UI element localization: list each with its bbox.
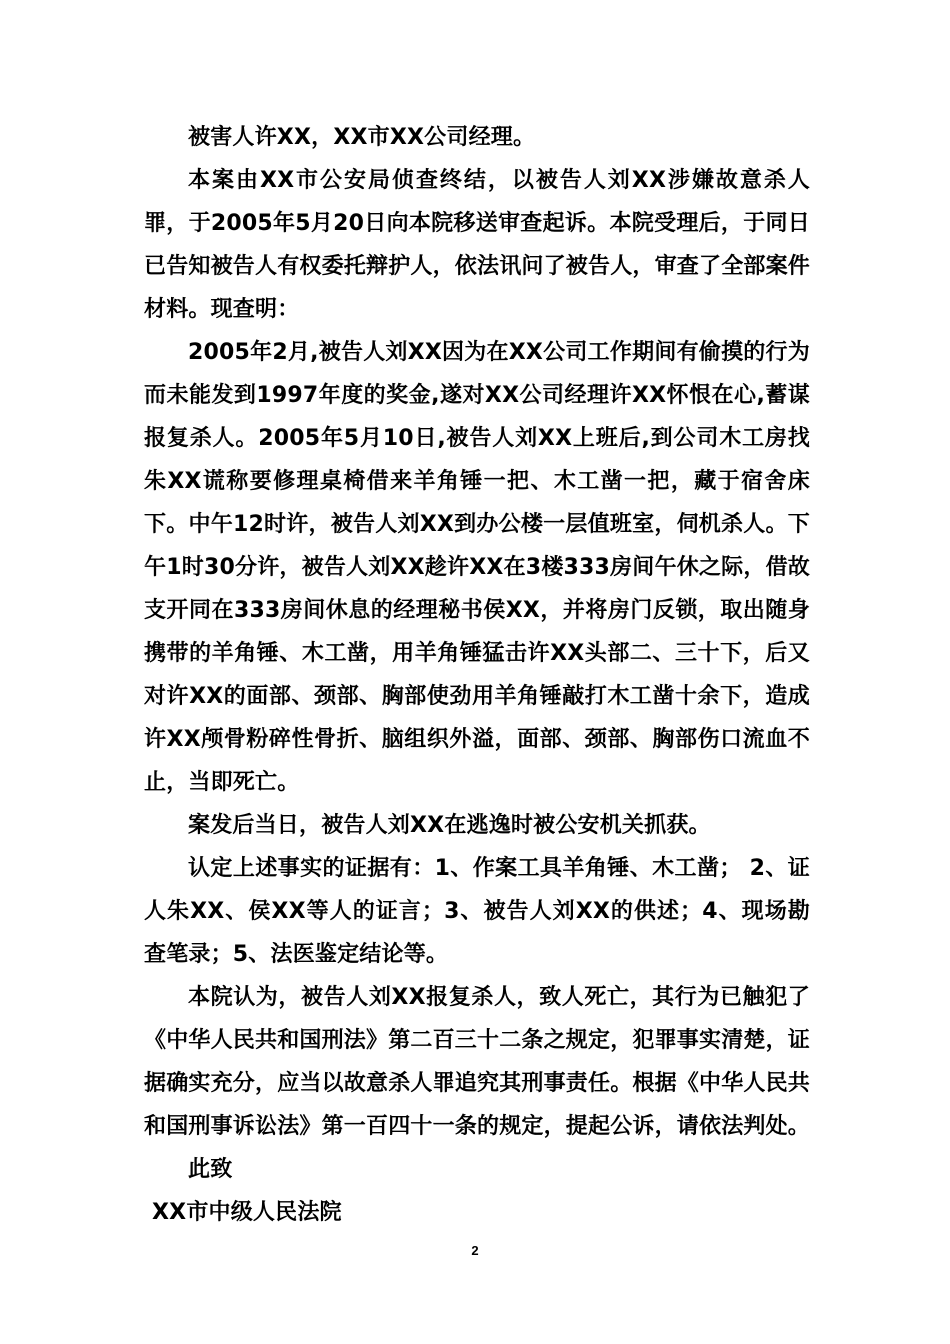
victim-paragraph: 被害人许XX，XX市XX公司经理。: [188, 125, 536, 150]
evidence-paragraph: 认定上述事实的证据有：1、作案工具羊角锤、木工凿； 2、证人朱XX、侯XX等人的证言；3、被告人刘XX的供述；4、现场勘查笔录；5、法医鉴定结论等。: [144, 856, 810, 967]
addressee: XX市中级人民法院: [152, 1200, 342, 1225]
arrest-paragraph: 案发后当日，被告人刘XX在逃逸时被公安机关抓获。: [188, 813, 711, 838]
document-body: [144, 116, 810, 1234]
page-number: 2: [471, 1243, 479, 1258]
conclusion-paragraph: 本院认为，被告人刘XX报复杀人，致人死亡，其行为已触犯了《中华人民共和国刑法》第二百三十二条之规定，犯罪事实清楚，证据确实充分，应当以故意杀人罪追究其刑事责任。根据《中华人民共和国刑事诉讼法》第一百四十一条的规定，提起公诉，请依法判处。: [144, 985, 811, 1139]
case-origin-paragraph: 本案由XX市公安局侦查终结，以被告人刘XX涉嫌故意杀人罪，于2005年5月20日向本院移送审查起诉。本院受理后，于同日已告知被告人有权委托辩护人，依法讯问了被告人，审查了全部案件材料。现查明：: [144, 168, 811, 322]
facts-paragraph: 2005年2月,被告人刘XX因为在XX公司工作期间有偷摸的行为而未能发到1997年度的奖金,遂对XX公司经理许XX怀恨在心,蓄谋报复杀人。2005年5月10日,被告人刘XX上班后,到公司木工房找朱XX谎称要修理桌椅借来羊角锤一把、木工凿一把，藏于宿舍床下。中午12时许，被告人刘XX到办公楼一层值班室，伺机杀人。下午1时30分许，被告人刘XX趁许XX在3楼333房间午休之际，借故支开同在333房间休息的经理秘书侯XX，并将房门反锁，取出随身携带的羊角锤、木工凿，用羊角锤猛击许XX头部二、三十下，后又对许XX的面部、颈部、胸部使劲用羊角锤敲打木工凿十余下，造成许XX颅骨粉碎性骨折、脑组织外溢，面部、颈部、胸部伤口流血不止，当即死亡。: [144, 340, 810, 795]
salutation: 此致: [188, 1157, 233, 1182]
